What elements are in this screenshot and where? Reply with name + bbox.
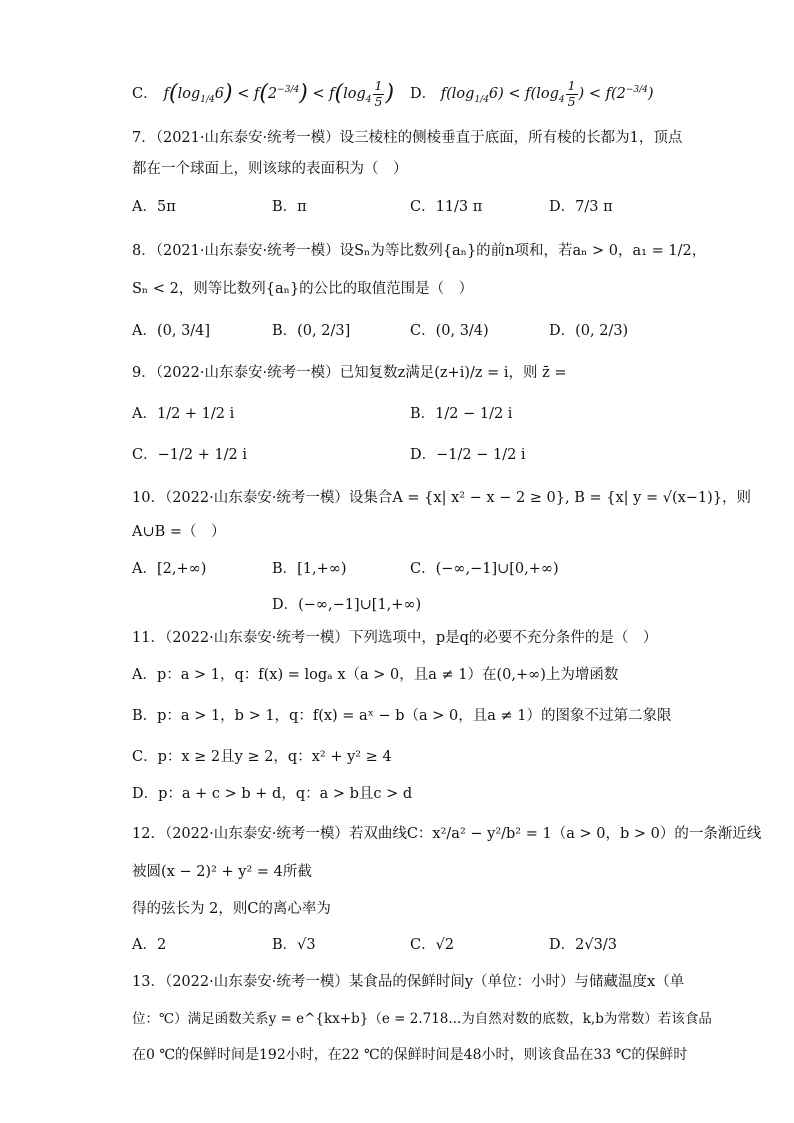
q12-line-3: 得的弦长为 2，则C的离心率为 [132,901,331,917]
q9-option-d: D．−1/2 − 1/2 i [410,447,526,463]
q8-option-a: A．(0, 3/4] [132,323,211,339]
q10-option-c: C．(−∞,−1]∪[0,+∞) [410,561,559,577]
q7-option-d: D．7/3 π [549,199,613,215]
q6-option-d-expr: $f(\log_{1/4}6) < f(\log_4$ $\frac{1}{5}$ ) < $f(2^{-3/4})$ [440,78,654,109]
q11-option-a: A．p：a > 1，q：f(x) = logₐ x（a > 0，且a ≠ 1）在(0,+∞)上为增函数 [132,667,619,683]
q10-line-1: 10．（2022·山东泰安·统考一模）设集合A = {x| x² − x − 2 ≥ 0}, B = {x| y = √(x−1)}，则 [132,490,752,506]
q7-option-a: A．5π [132,199,176,215]
q9-line-1: 9．（2022·山东泰安·统考一模）已知复数z满足(z+i)/z = i，则 z̄ = [132,365,567,381]
q12-line-2: 被圆(x − 2)² + y² = 4所截 [132,864,312,880]
q8-line-1: 8．（2021·山东泰安·统考一模）设Sₙ为等比数列{aₙ}的前n项和，若aₙ > 0，a₁ = 1/2， [132,243,707,259]
q11-option-c: C．p：x ≥ 2且y ≥ 2，q：x² + y² ≥ 4 [132,749,392,765]
q12-line-1: 12．（2022·山东泰安·统考一模）若双曲线C：x²/a² − y²/b² = 1（a > 0，b > 0）的一条渐近线 [132,826,762,842]
q7-line-2: 都在一个球面上，则该球的表面积为（ ） [132,161,408,177]
q8-option-d: D．(0, 2/3) [549,323,629,339]
q10-option-a: A．[2,+∞) [132,561,207,577]
q10-option-b: B．[1,+∞) [272,561,347,577]
q8-option-c: C．(0, 3/4) [410,323,489,339]
q8-option-b: B．(0, 2/3] [272,323,351,339]
q11-option-b: B．p：a > 1，b > 1，q：f(x) = aˣ − b（a > 0，且a ≠ 1）的图象不过第二象限 [132,708,672,724]
q12-option-a: A．2 [132,937,167,953]
q11-option-d: D．p：a + c > b + d，q：a > b且c > d [132,786,413,802]
q13-line-1: 13．（2022·山东泰安·统考一模）某食品的保鲜时间y（单位：小时）与储藏温度x（单 [132,974,685,990]
q12-option-d: D．2√3/3 [549,937,617,953]
q6-option-c: C． $f(\log_{1/4}6) < f(2^{-3/4}) < f(\log_4$ $\frac{1}{5}$ ) [132,78,395,109]
q8-line-2: Sₙ < 2，则等比数列{aₙ}的公比的取值范围是（ ） [132,281,474,297]
q9-option-c: C．−1/2 + 1/2 i [132,447,248,463]
q6-option-c-expr: $f(\log_{1/4}6) < f(2^{-3/4}) < f(\log_4$ $\frac{1}{5}$ ) [162,78,395,109]
q7-option-c: C．11/3 π [410,199,483,215]
q11-line-1: 11．（2022·山东泰安·统考一模）下列选项中，p是q的必要不充分条件的是（ ） [132,630,658,646]
q7-line-1: 7．（2021·山东泰安·统考一模）设三棱柱的侧棱垂直于底面，所有棱的长都为1，顶点 [132,130,683,146]
q13-line-3: 在0 ℃的保鲜时间是192小时，在22 ℃的保鲜时间是48小时，则该食品在33 ℃的保鲜时 [132,1047,688,1063]
q13-line-2: 位：℃）满足函数关系y = e^{kx+b}（e = 2.718...为自然对数的底数，k,b为常数）若该食品 [132,1011,712,1027]
q9-option-a: A．1/2 + 1/2 i [132,406,235,422]
q10-option-d: D．(−∞,−1]∪[1,+∞) [272,597,422,613]
q12-option-b: B．√3 [272,937,316,953]
q6-option-d: D． $f(\log_{1/4}6) < f(\log_4$ $\frac{1}{5}$ ) < $f(2^{-3/4})$ [410,78,654,109]
q12-option-c: C．√2 [410,937,455,953]
q9-option-b: B．1/2 − 1/2 i [410,406,513,422]
q10-line-2: A∪B =（ ） [132,524,226,540]
q7-option-b: B．π [272,199,307,215]
